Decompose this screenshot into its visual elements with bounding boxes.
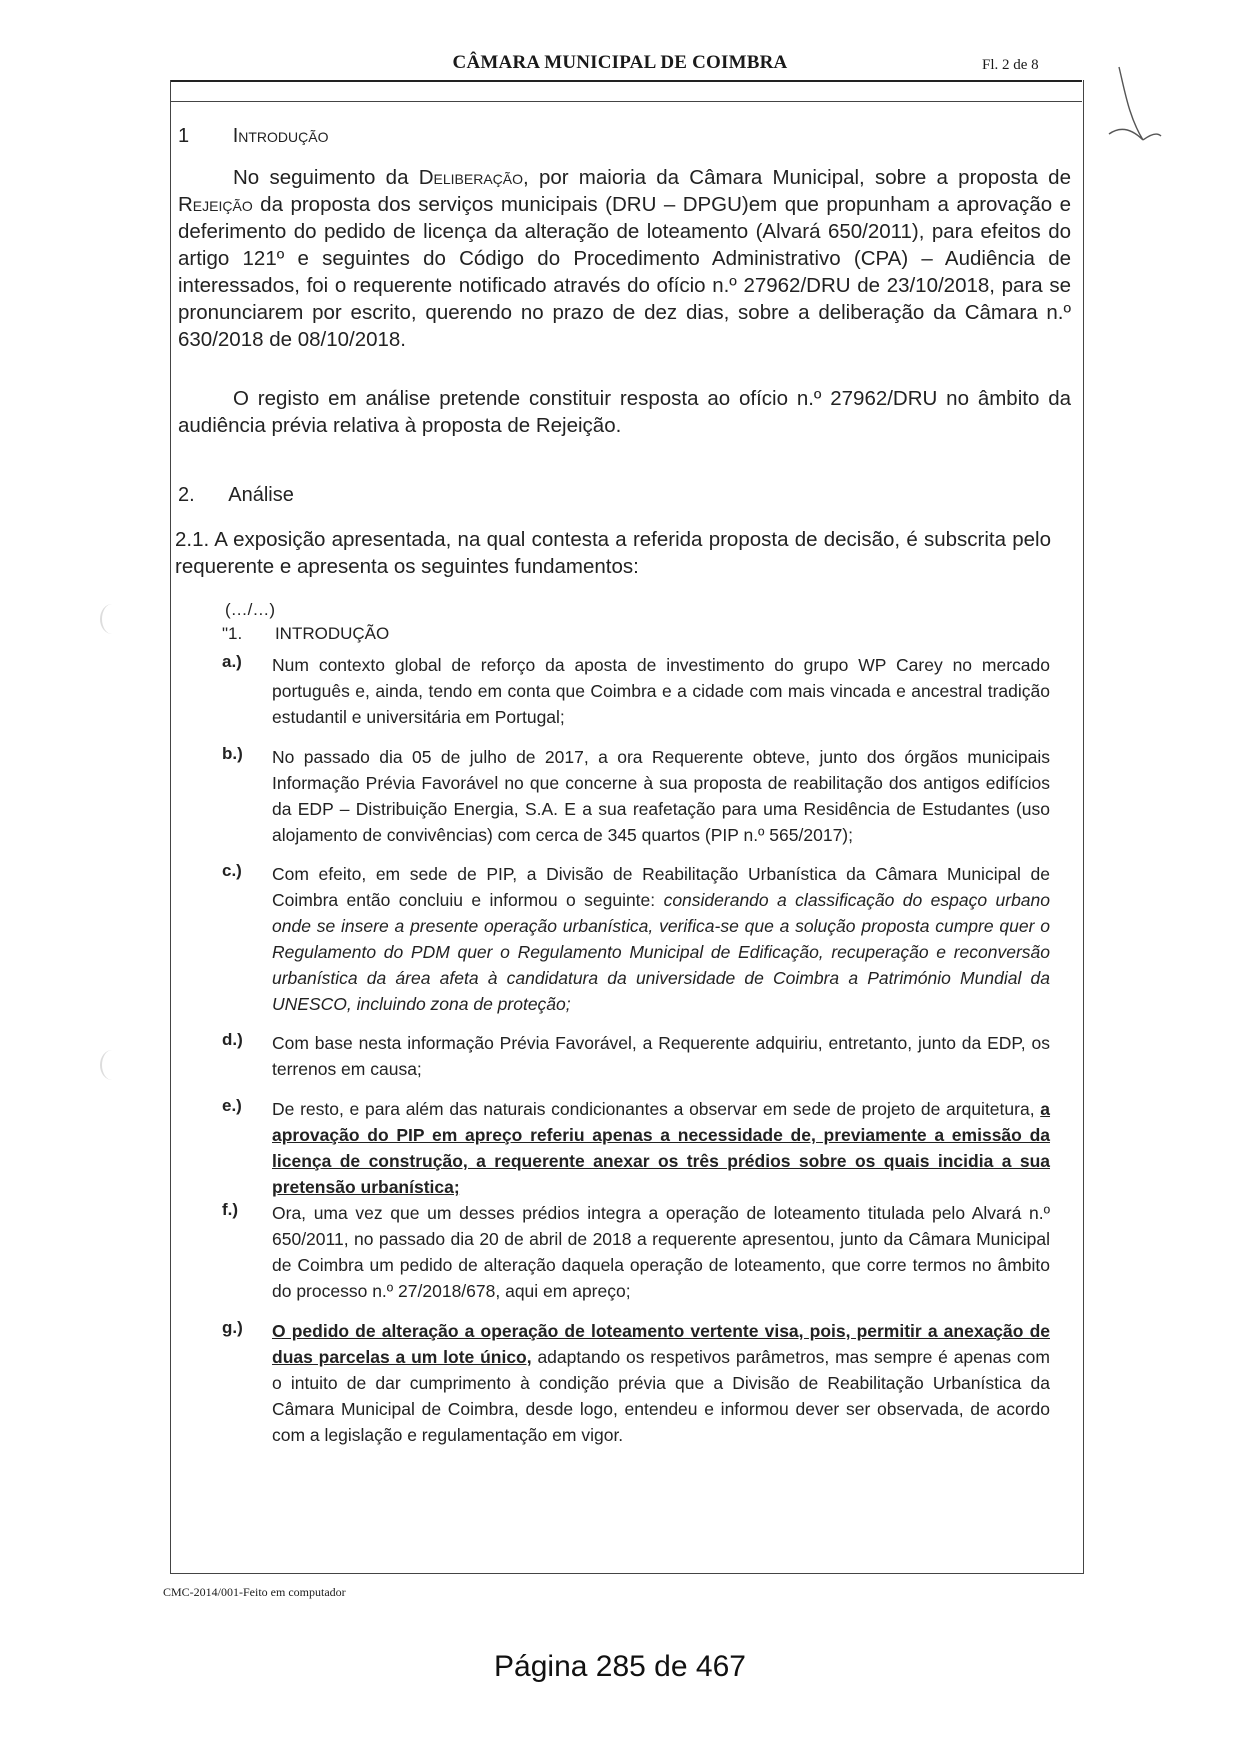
item-c-label: c.) (222, 861, 242, 880)
quote-heading-number: "1. (222, 624, 243, 643)
item-a-text: Num contexto global de reforço da aposta de investimento do grupo WP Carey no mercado português e, ainda, tendo em conta que Coimbra e a cidade com mais vincada e ancestral tradição estudantil e universitária em Portugal; (272, 655, 1050, 727)
item-g-underlined: O pedido de alteração a operação de loteamento vertente visa, pois, permitir a anexação de duas parcelas a um lote único, (272, 1321, 1050, 1367)
item-b-label: b.) (222, 744, 243, 763)
item-b-text: No passado dia 05 de julho de 2017, a ora Requerente obteve, junto dos órgãos municipais Informação Prévia Favorável no que concerne à sua proposta de reabilitação dos antigos edifícios da EDP – Distribuição Energia, S.A. E a sua reafetação para uma Residência de Estudantes (uso alojamento de convivências) com cerca de 345 quartos (PIP n.º 565/2017); (272, 747, 1050, 845)
section-2-heading (178, 484, 294, 507)
item-c-text (272, 861, 1050, 1017)
item-e-plain: De resto, e para além das naturais condicionantes a observar em sede de projeto de arquitetura, (272, 1099, 1041, 1119)
item-g-label: g.) (222, 1318, 243, 1337)
form-code: CMC-2014/001-Feito em computador (163, 1585, 346, 1599)
item-c-italic: considerando a classificação do espaço urbano onde se insere a presente operação urbanística, verifica-se que a solução proposta cumpre quer o Regulamento do PDM quer o Regulamento Municipal de Edificação, recuperação e reconversão urbanística da área afeta à candidatura da universidade de Coimbra a Património Mundial da UNESCO, incluindo zona de proteção; (272, 890, 1050, 1014)
item-f-label: f.) (222, 1200, 239, 1219)
para1-run-rejeicao: Rejeição (178, 193, 253, 216)
item-e-label: e.) (222, 1096, 242, 1115)
item-c-plain: Com efeito, em sede de PIP, a Divisão de Reabilitação Urbanística da Câmara Municipal de Coimbra então concluiu e informou o seguinte: (272, 864, 1050, 910)
item-f-text: Ora, uma vez que um desses prédios integra a operação de loteamento titulada pelo Alvará n.º 650/2011, no passado dia 20 de abril de 2018 a requerente apresentou, junto da Câmara Municipal de Coimbra um pedido de alteração daquela operação de loteamento, que corre termos no âmbito do processo n.º 27/2018/678, aqui em apreço; (272, 1203, 1050, 1301)
section-1-paragraph-2: O registo em análise pretende constituir resposta ao ofício n.º 27962/DRU no âmbito da audiência prévia relativa à proposta de Rejeição. (178, 387, 1071, 437)
margin-punch-mark-2 (100, 1050, 124, 1080)
para1-run-1: No seguimento da (233, 166, 419, 189)
quote-heading-title: INTRODUÇÃO (274, 624, 390, 643)
para1-run-5: da proposta dos serviços municipais (DRU – DPGU)em que propunham a aprovação e deferimento do pedido de licença da alteração de loteamento (Alvará 650/2011), para efeitos do artigo 121º e seguintes do Código do Procedimento Administrativo (CPA) – Audiência de interessados, foi o requerente notificado através do ofício n.º 27962/DRU de 23/10/2018, para se pronunciarem por escrito, querendo no prazo de dez dias, sobre a deliberação da Câmara n.º 630/2018 de 08/10/2018. (178, 193, 1071, 351)
page-header-title: CÂMARA MUNICIPAL DE COIMBRA (452, 52, 788, 73)
item-d-text: Com base nesta informação Prévia Favorável, a Requerente adquiriu, entretanto, junto da EDP, os terrenos em causa; (272, 1033, 1050, 1079)
item-a-label: a.) (222, 652, 242, 671)
page-number: Página 285 de 467 (494, 1650, 746, 1683)
margin-punch-mark-1 (100, 604, 124, 634)
section-1-number: 1 (178, 125, 190, 147)
item-g-text (272, 1318, 1050, 1448)
page-folio: Fl. 2 de 8 (982, 57, 1039, 73)
item-e-text (272, 1096, 1050, 1200)
quote-heading (222, 624, 389, 644)
section-1-heading (178, 125, 328, 148)
section-1-title: Introdução (232, 125, 329, 147)
section-2-number: 2. (178, 484, 195, 506)
item-g-plain: adaptando os respetivos parâmetros, mas sempre é apenas com o intuito de dar cumprimento à condição prévia que a Divisão de Reabilitação Urbanística da Câmara Municipal de Coimbra, desde logo, entendeu e informou dever ser observada, de acordo com a legislação e regulamentação em vigor. (272, 1347, 1050, 1445)
section-2-paragraph: 2.1. A exposição apresentada, na qual contesta a referida proposta de decisão, é subscrita pelo requerente e apresenta os seguintes fundamentos: (175, 528, 1051, 578)
item-e-underlined: a aprovação do PIP em apreço referiu apenas a necessidade de, previamente a emissão da licença de construção, a requerente anexar os três prédios sobre os quais incidia a sua pretensão urbanística; (272, 1099, 1050, 1197)
section-2-title: Análise (228, 484, 294, 506)
section-1-paragraph-1 (178, 164, 1071, 353)
para1-run-deliberacao: Deliberação (418, 166, 523, 189)
item-d-label: d.) (222, 1030, 243, 1049)
para1-run-3: , por maioria da Câmara Municipal, sobre a proposta de (523, 166, 1071, 189)
quote-ellipsis: (…/…) (225, 600, 276, 619)
handwritten-initial (1105, 62, 1165, 152)
